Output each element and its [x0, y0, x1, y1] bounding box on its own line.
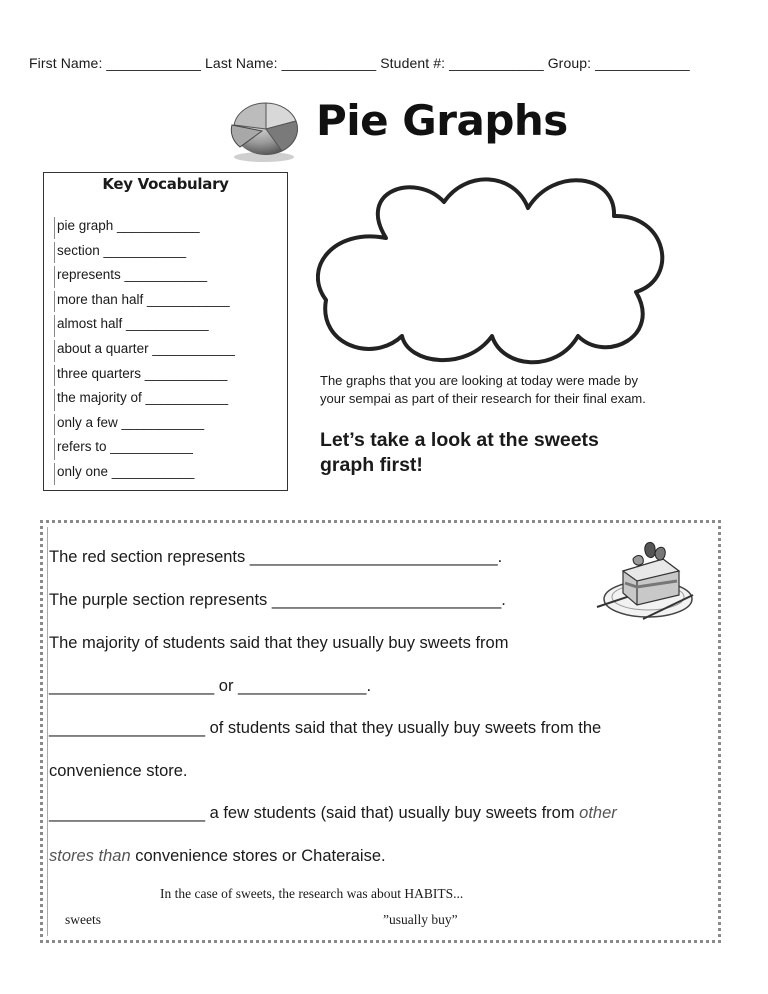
question-majority-blanks: __________________ or ______________. — [49, 677, 372, 695]
keyword-usually-buy: ”usually buy” — [383, 912, 458, 927]
vocab-item: represents ___________ — [54, 263, 284, 288]
intro-text — [320, 372, 720, 408]
question-convenience-end: convenience store. — [49, 762, 188, 780]
page-title: Pie Graphs — [316, 96, 568, 145]
question-purple-section: The purple section represents _________________________. — [49, 591, 506, 609]
question-red-section: The red section represents ___________________________. — [49, 548, 503, 566]
intro-line-1: The graphs that you are looking at today were made by — [320, 373, 638, 388]
vocab-item: pie graph ___________ — [54, 214, 284, 239]
cloud-shape — [316, 168, 682, 376]
cta-line-1: Let’s take a look at the sweets — [320, 429, 599, 451]
vocab-item: the majority of ___________ — [54, 386, 284, 411]
vocab-item: refers to ___________ — [54, 435, 284, 460]
cake-icon — [593, 537, 703, 627]
pie-chart-icon — [226, 95, 302, 165]
question-convenience: _________________ of students said that they usually buy sweets from the — [49, 719, 602, 737]
vocabulary-title: Key Vocabulary — [102, 175, 229, 193]
question-majority: The majority of students said that they usually buy sweets from — [49, 634, 509, 652]
vocab-item: three quarters ___________ — [54, 362, 284, 387]
key-vocabulary-box — [43, 172, 288, 491]
vocab-item: only a few ___________ — [54, 411, 284, 436]
habits-footnote: In the case of sweets, the research was about HABITS... — [160, 886, 464, 901]
vocabulary-list — [54, 214, 284, 485]
vocab-item: more than half ___________ — [54, 288, 284, 313]
keyword-sweets: sweets — [65, 912, 101, 927]
call-to-action — [320, 428, 720, 478]
vocab-item: about a quarter ___________ — [54, 337, 284, 362]
student-info-line: First Name: ____________ Last Name: ____________ Student #: ____________ Group: ____________ — [29, 55, 690, 71]
vocab-item: almost half ___________ — [54, 312, 284, 337]
question-few-students-end: stores than convenience stores or Chateraise. — [49, 847, 386, 865]
vocab-item: only one ___________ — [54, 460, 284, 485]
vocab-item: section ___________ — [54, 239, 284, 264]
cta-line-2: graph first! — [320, 454, 423, 476]
question-few-students: _________________ a few students (said that) usually buy sweets from other — [49, 804, 617, 822]
intro-line-2: your sempai as part of their research for their final exam. — [320, 391, 646, 406]
